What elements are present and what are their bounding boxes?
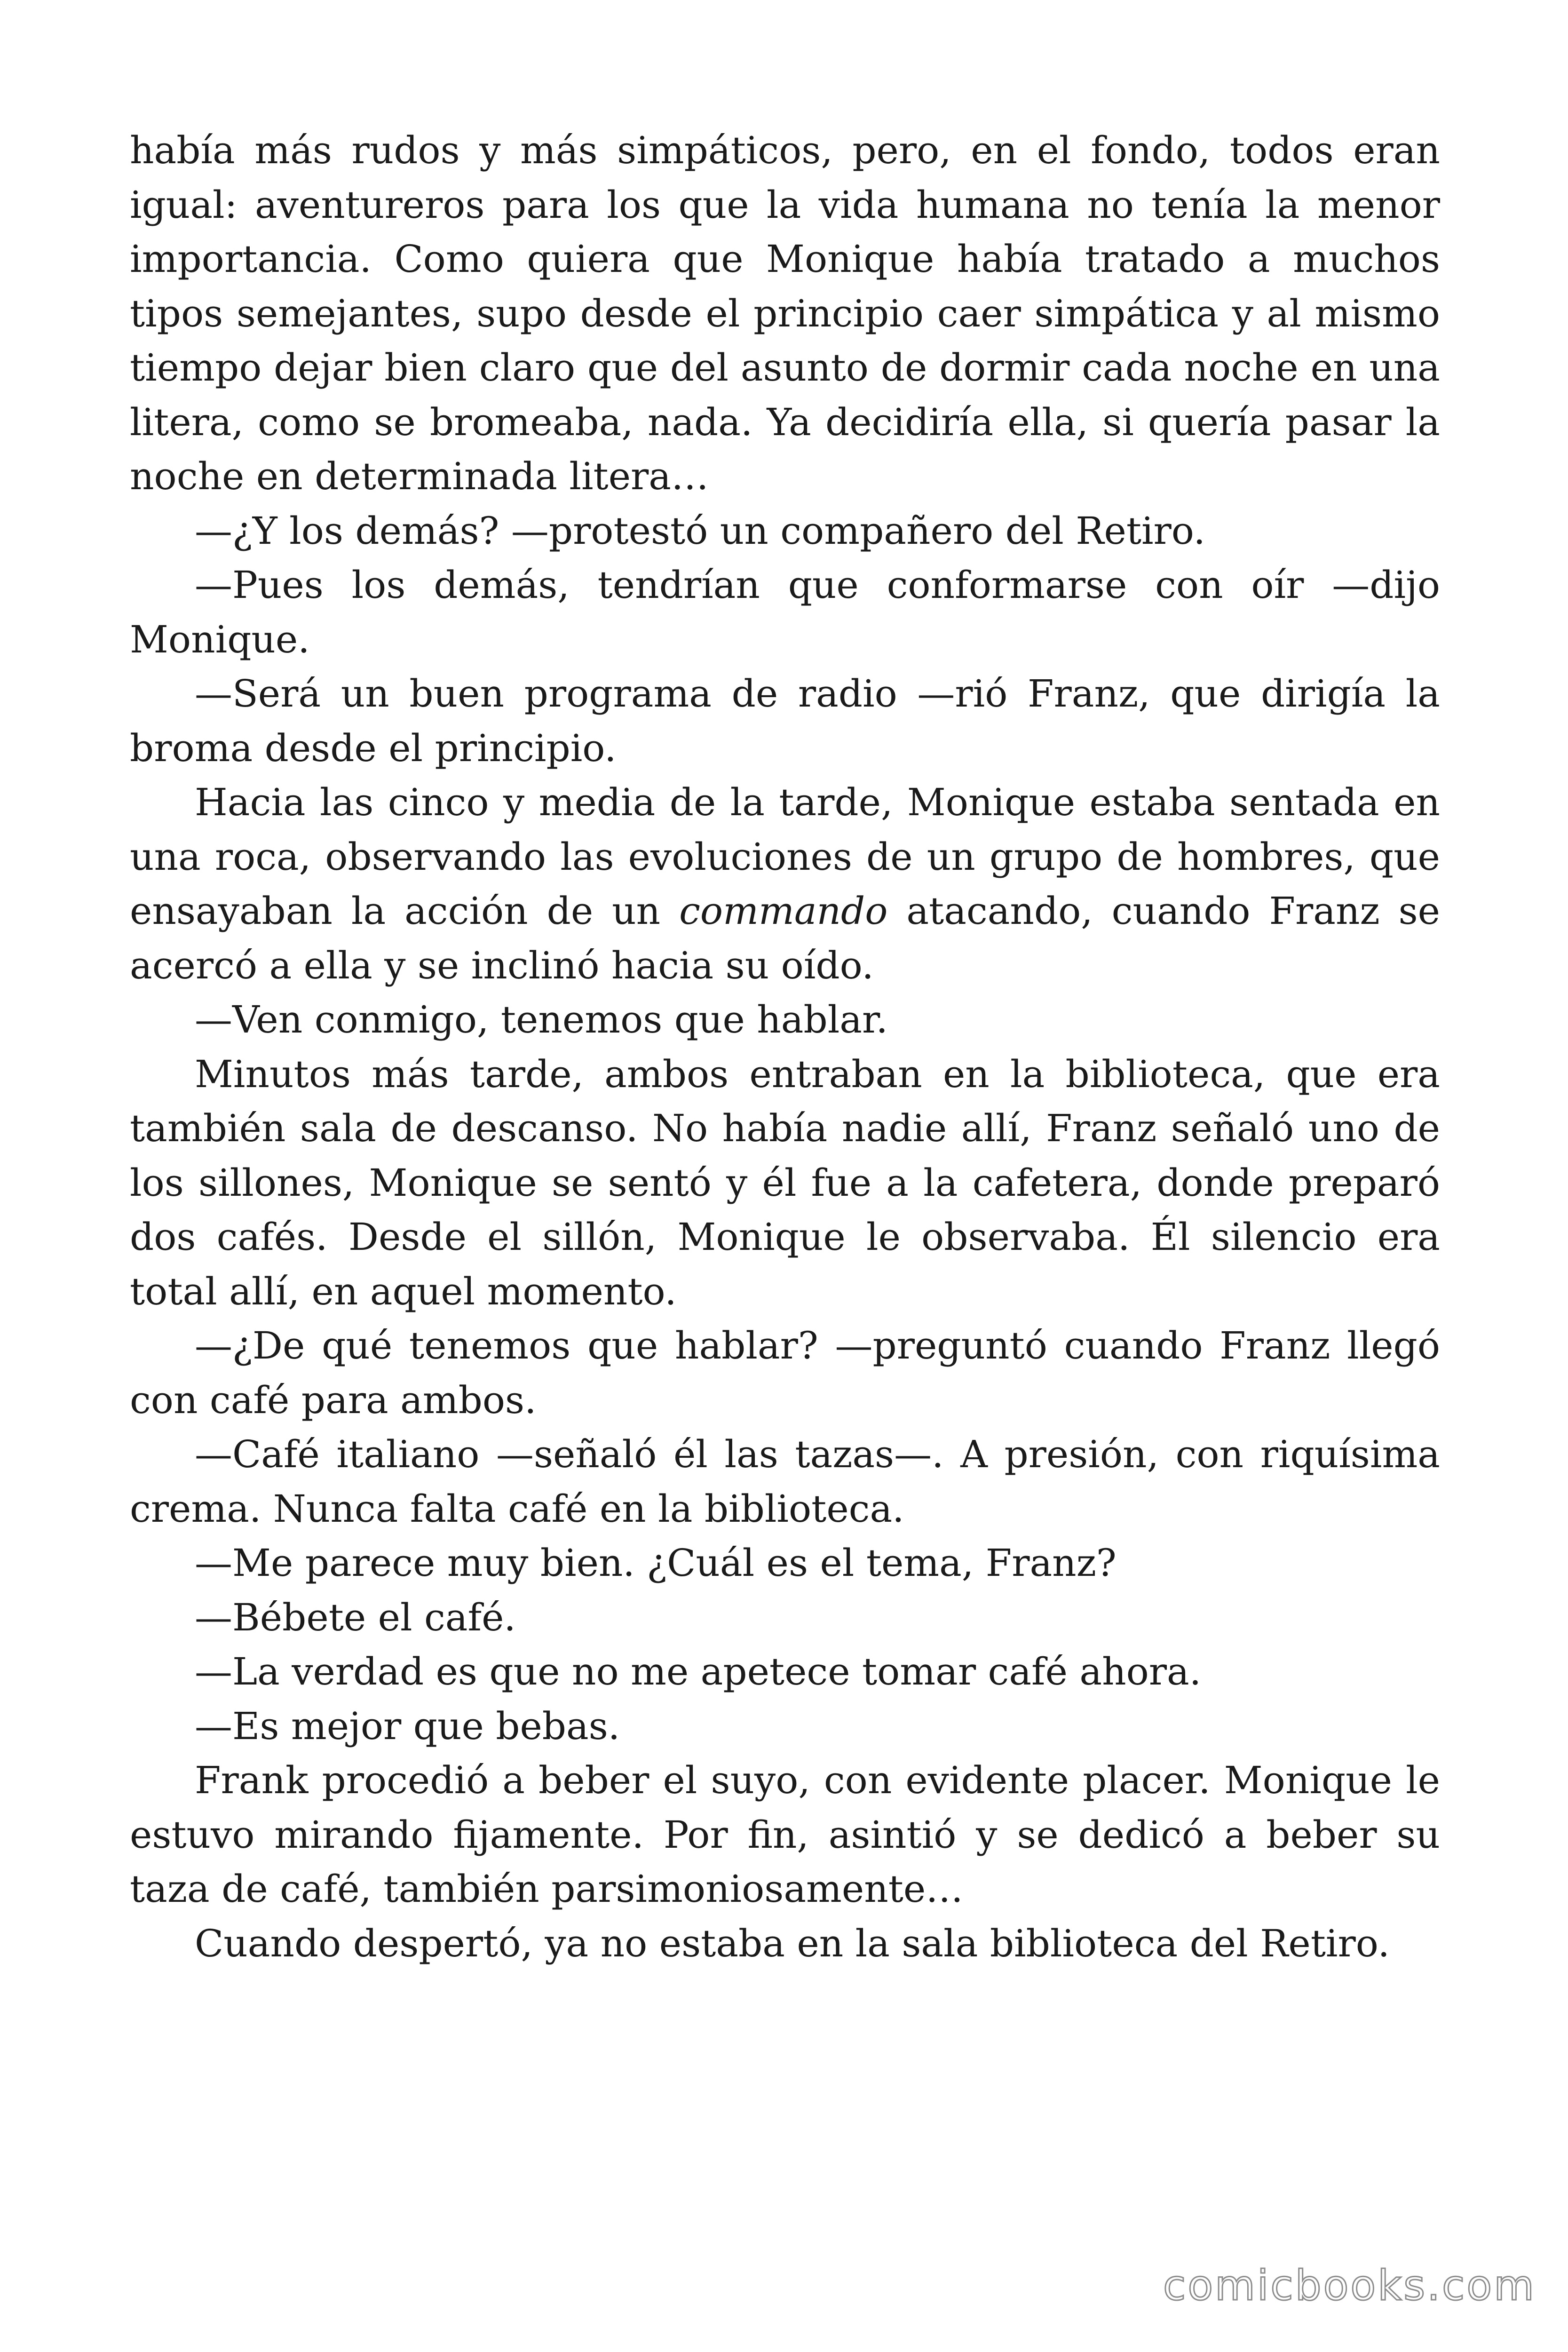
paragraph-11: —Bébete el café.: [195, 1595, 516, 1639]
paragraph-12: —La verdad es que no me apetece tomar café ahora.: [195, 1650, 1202, 1693]
paragraph-15: Cuando despertó, ya no estaba en la sala biblioteca del Retiro.: [195, 1921, 1390, 1965]
paragraph-8: —¿De qué tenemos que hablar? —preguntó cuando Franz llegó con café para ambos.: [130, 1324, 1440, 1422]
page-body: [130, 123, 1440, 1971]
paragraph-6: —Ven conmigo, tenemos que hablar.: [195, 998, 888, 1041]
paragraph-14: Frank procedió a beber el suyo, con evidente placer. Monique le estuvo mirando fijamente. Por fin, asintió y se dedicó a beber su taza de café, también parsimoniosamente…: [130, 1758, 1440, 1911]
paragraph-5: [130, 775, 1440, 993]
paragraph-4: —Será un buen programa de radio —rió Franz, que dirigía la broma desde el principio.: [130, 672, 1440, 770]
paragraph-2: —¿Y los demás? —protestó un compañero del Retiro.: [195, 509, 1205, 553]
paragraph-10: —Me parece muy bien. ¿Cuál es el tema, Franz?: [195, 1541, 1117, 1585]
paragraph-1: había más rudos y más simpáticos, pero, en el fondo, todos eran igual: aventureros para los que la vida humana no tenía la menor importancia. Como quiera que Monique había tratado a muchos tipos semejantes, supo desde el principio caer simpática y al mismo tiempo dejar bien claro que del asunto de dormir cada noche en una litera, como se bromeaba, nada. Ya decidiría ella, si quería pasar la noche en determinada litera…: [130, 128, 1440, 498]
paragraph-3: —Pues los demás, tendrían que conformarse con oír —dijo Monique.: [130, 563, 1440, 661]
paragraph-9: —Café italiano —señaló él las tazas—. A presión, con riquísima crema. Nunca falta café en la biblioteca.: [130, 1432, 1440, 1531]
paragraph-13: —Es mejor que bebas.: [195, 1704, 620, 1748]
watermark-logo: comicbooks.com: [1163, 2261, 1536, 2310]
paragraph-5-part-1: Hacia las cinco y media de la tarde, Monique estaba sentada en una roca, observando las evoluciones de un grupo de hombres, que ensayaban la acción de un: [130, 780, 1440, 933]
paragraph-7: Minutos más tarde, ambos entraban en la biblioteca, que era también sala de descanso. No había nadie allí, Franz señaló uno de los sillones, Monique se sentó y él fue a la cafetera, donde preparó dos cafés. Desde el sillón, Monique le observaba. Él silencio era total allí, en aquel momento.: [130, 1052, 1440, 1313]
paragraph-5-part-2: atacando, cuando Franz se acercó a ella y se inclinó hacia su oído.: [130, 889, 1440, 987]
paragraph-5-italic: commando: [679, 889, 888, 933]
